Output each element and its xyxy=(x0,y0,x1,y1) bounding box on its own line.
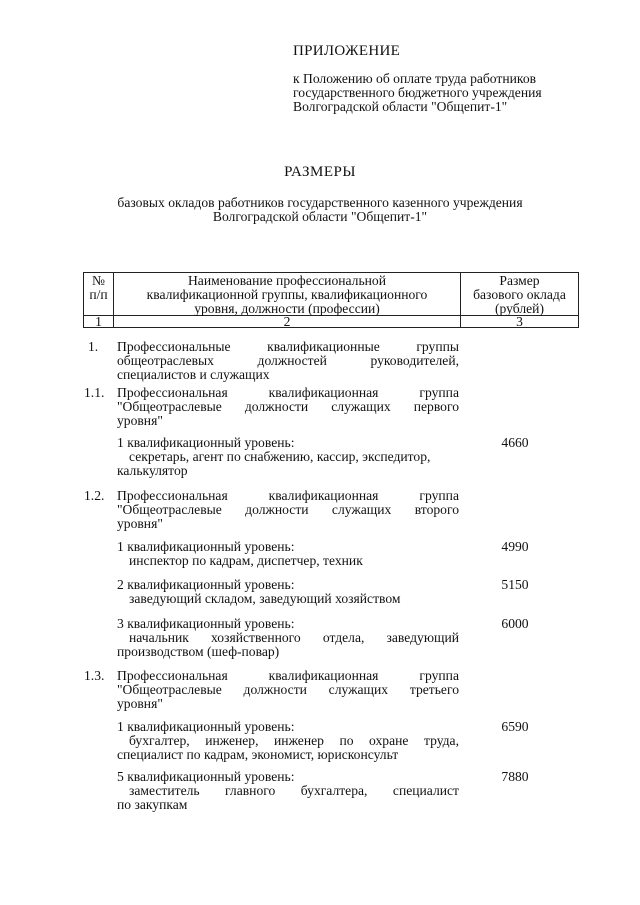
row-number: 1.2. xyxy=(84,488,105,503)
salary-amount: 6590 xyxy=(501,719,529,734)
header-text: № xyxy=(92,273,105,288)
header-text: уровня, должности (профессии) xyxy=(194,301,380,316)
level-label: 3 квалификационный уровень: xyxy=(117,616,295,631)
appendix-line: государственного бюджетного учреждения xyxy=(293,85,542,100)
index-cell: 3 xyxy=(516,314,523,329)
text-line: Профессиональная квалификационная группа xyxy=(117,488,459,503)
index-cell: 2 xyxy=(283,314,291,329)
row-text xyxy=(117,540,459,568)
text-line: Профессиональные квалификационные группы xyxy=(117,339,459,354)
text-line: заведующий складом, заведующий хозяйством xyxy=(129,591,401,606)
appendix-title: ПРИЛОЖЕНИЕ xyxy=(293,43,401,59)
document-subtitle-line: базовых окладов работников государственного казенного учреждения xyxy=(117,195,523,210)
text-line: производством (шеф-повар) xyxy=(117,644,280,659)
row-text xyxy=(117,386,459,428)
text-line: специалистов и служащих xyxy=(117,367,270,382)
text-line: общеотраслевых должностей руководителей, xyxy=(117,353,459,368)
text-line: бухгалтер, инженер, инженер по охране труда, xyxy=(129,733,459,748)
text-line: по закупкам xyxy=(117,797,188,812)
level-label: 5 квалификационный уровень: xyxy=(117,769,295,784)
text-line: Профессиональная квалификационная группа xyxy=(117,385,459,400)
document-subtitle-line: Волгоградской области "Общепит-1" xyxy=(212,209,428,224)
salary-amount: 5150 xyxy=(501,577,529,592)
row-text xyxy=(117,436,459,478)
header-text: п/п xyxy=(89,287,108,302)
row-text xyxy=(117,617,459,659)
text-line: Профессиональная квалификационная группа xyxy=(117,668,459,683)
header-col-number xyxy=(84,274,113,302)
header-col-salary xyxy=(461,274,578,316)
document-title: РАЗМЕРЫ xyxy=(284,164,356,180)
level-label: 2 квалификационный уровень: xyxy=(117,577,295,592)
row-text xyxy=(117,720,459,762)
header-text: базового оклада xyxy=(473,287,566,302)
level-label: 1 квалификационный уровень: xyxy=(117,539,295,554)
salary-amount: 7880 xyxy=(501,769,529,784)
appendix-line: к Положению об оплате труда работников xyxy=(293,71,537,86)
header-text: (рублей) xyxy=(495,301,544,316)
text-line: "Общеотраслевые должности служащих третьего xyxy=(117,682,459,697)
header-text: Размер xyxy=(499,273,540,288)
index-cell: 1 xyxy=(95,314,102,329)
level-label: 1 квалификационный уровень: xyxy=(117,435,295,450)
salary-amount: 4990 xyxy=(501,539,529,554)
text-line: уровня" xyxy=(117,516,163,531)
row-number: 1. xyxy=(88,339,99,354)
row-number: 1.1. xyxy=(84,385,105,400)
salary-amount: 4660 xyxy=(501,435,529,450)
row-text xyxy=(117,578,459,606)
salary-amount: 6000 xyxy=(501,616,529,631)
row-number: 1.3. xyxy=(84,668,105,683)
text-line: уровня" xyxy=(117,696,163,711)
text-line: специалист по кадрам, экономист, юрисконсульт xyxy=(117,747,399,762)
header-text: квалификационной группы, квалификационного xyxy=(146,287,428,302)
text-line: "Общеотраслевые должности служащих первого xyxy=(117,399,459,414)
text-line: заместитель главного бухгалтера, специалист xyxy=(129,783,459,798)
text-line: уровня" xyxy=(117,413,163,428)
text-line: начальник хозяйственного отдела, заведующий xyxy=(129,630,459,645)
text-line: инспектор по кадрам, диспетчер, техник xyxy=(129,553,363,568)
row-text xyxy=(117,770,459,812)
level-label: 1 квалификационный уровень: xyxy=(117,719,295,734)
table-border-right xyxy=(578,272,579,328)
appendix-line: Волгоградской области "Общепит-1" xyxy=(293,99,508,114)
row-text xyxy=(117,340,459,382)
row-text xyxy=(117,669,459,711)
header-text: Наименование профессиональной xyxy=(187,273,387,288)
text-line: калькулятор xyxy=(117,463,188,478)
header-col-name xyxy=(114,274,460,316)
text-line: секретарь, агент по снабжению, кассир, экспедитор, xyxy=(129,449,431,464)
text-line: "Общеотраслевые должности служащих второго xyxy=(117,502,459,517)
row-text xyxy=(117,489,459,531)
